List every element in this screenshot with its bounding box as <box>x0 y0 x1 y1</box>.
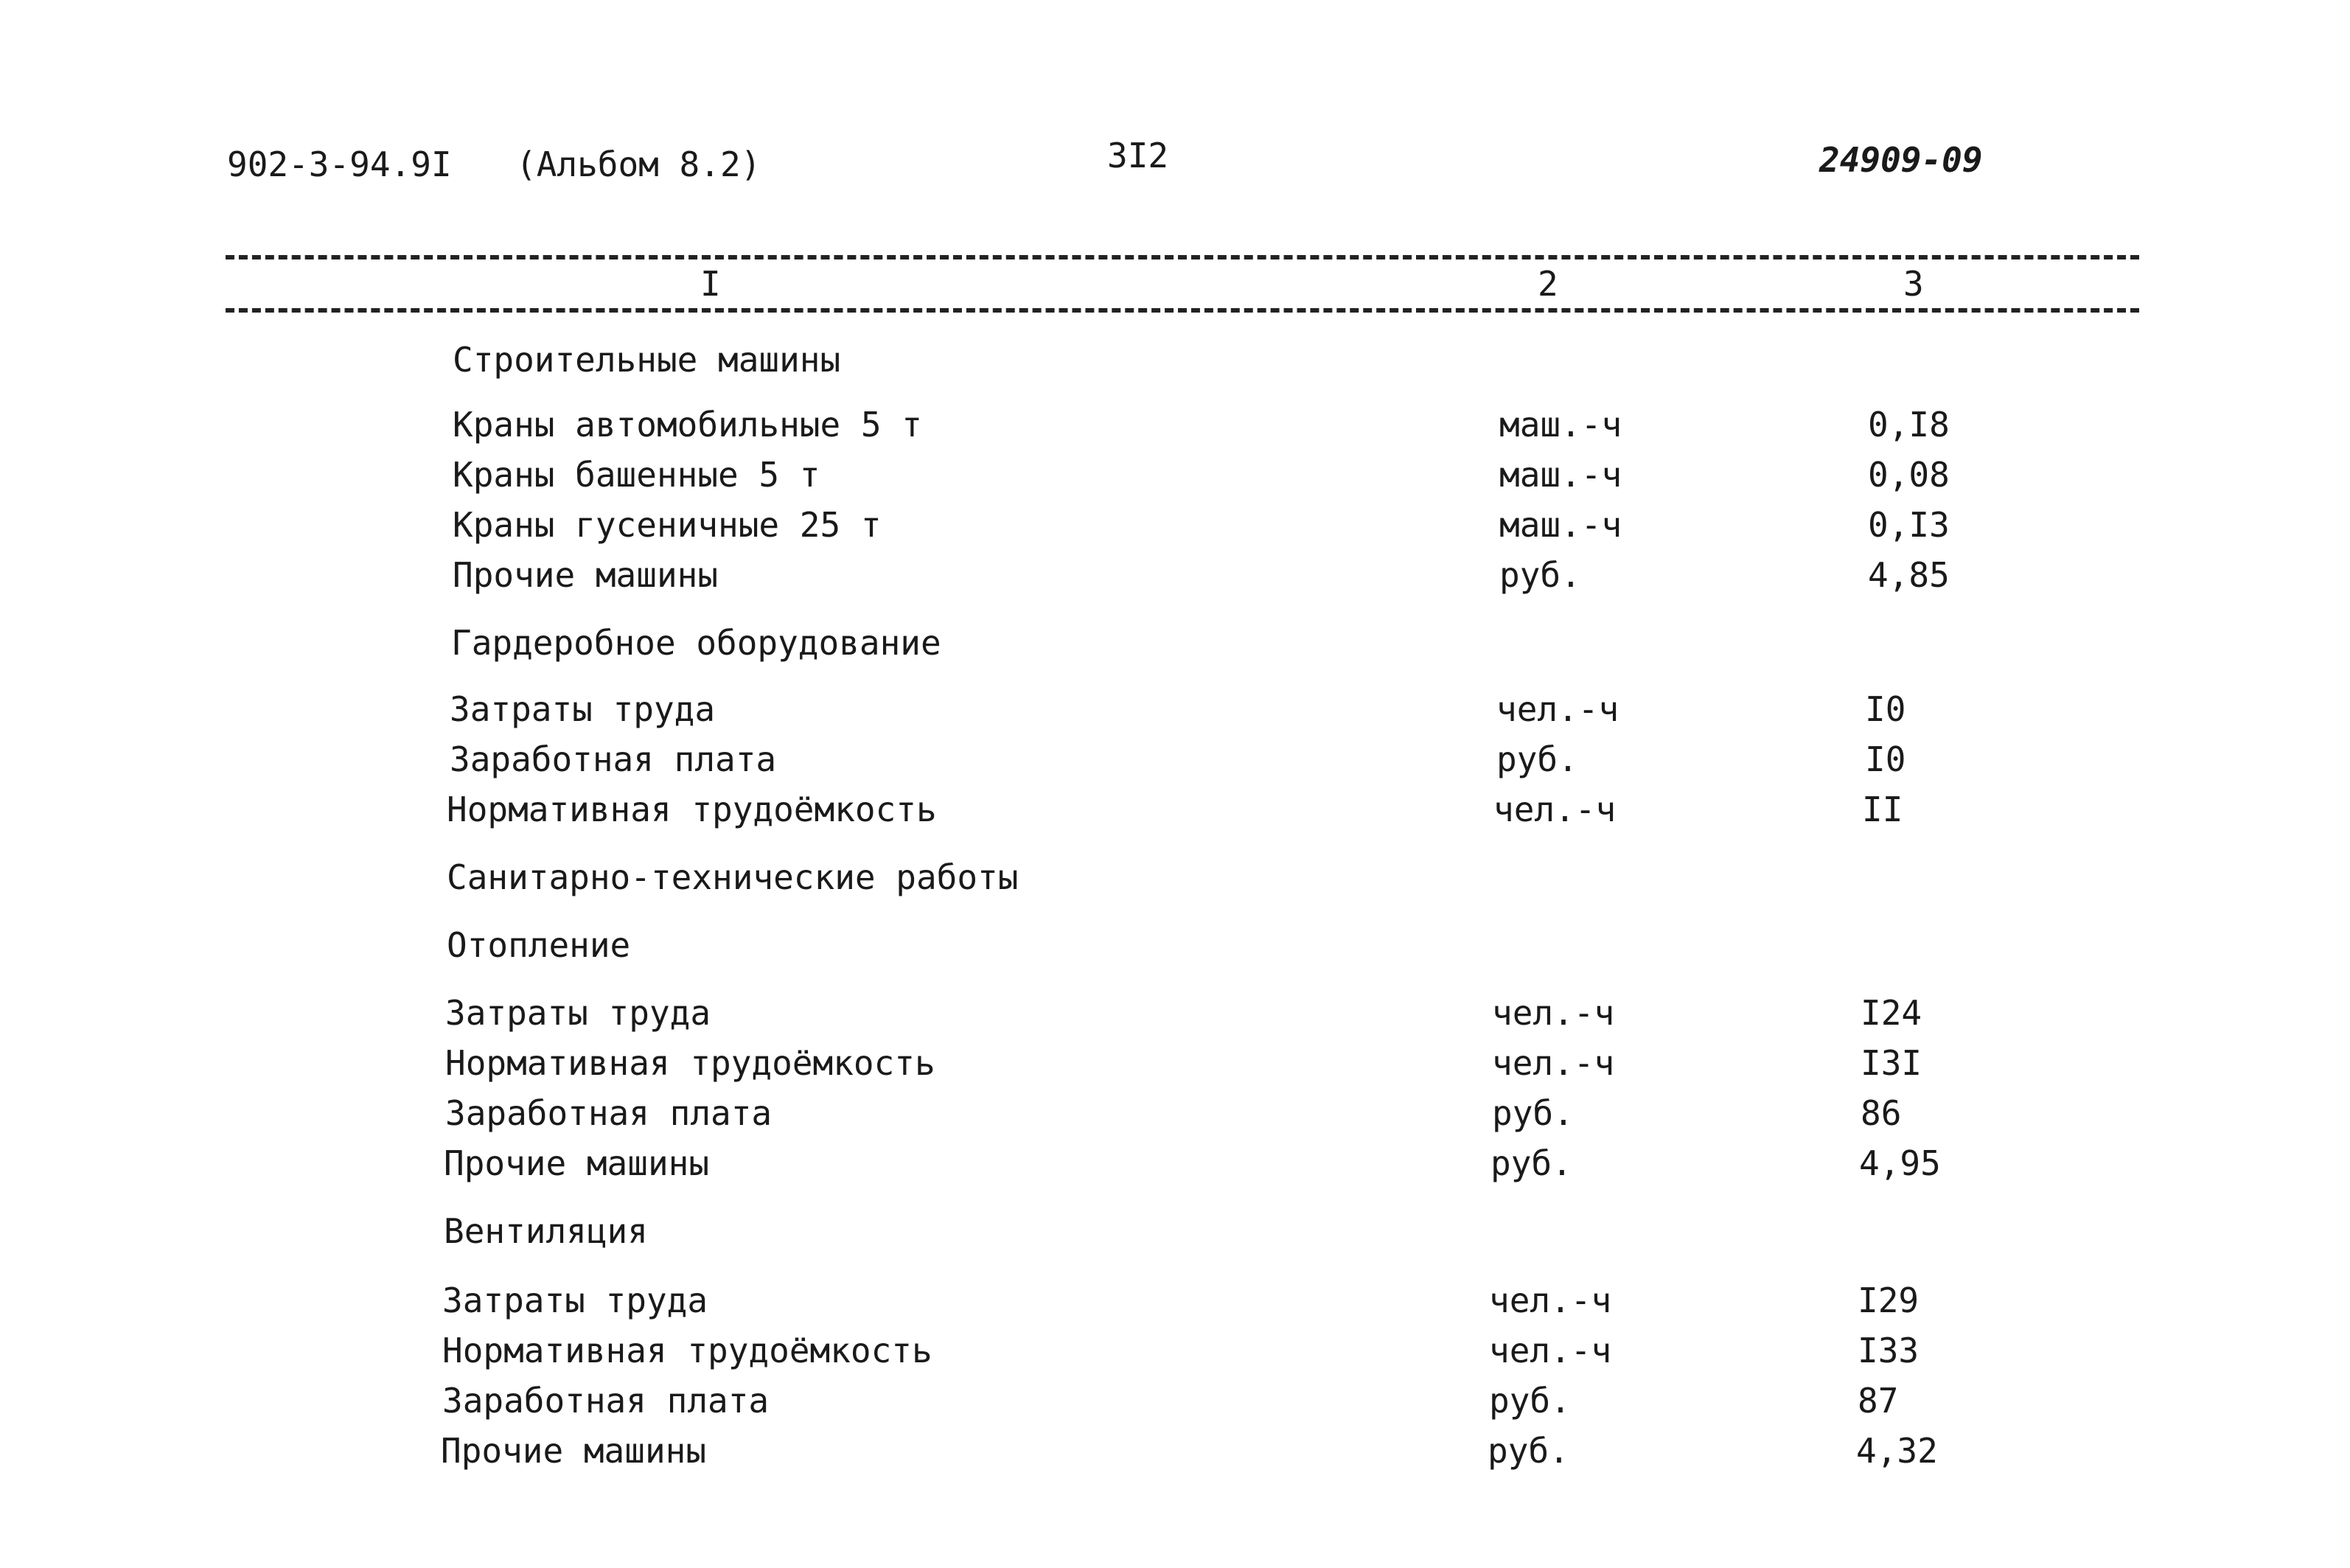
row-value: I0 <box>1865 689 1906 729</box>
document-number: 24909-09 <box>1819 140 1983 180</box>
row-value: I0 <box>1865 739 1906 779</box>
page-number: 3I2 <box>1107 136 1169 175</box>
row-name: Нормативная трудоёмкость <box>442 1331 932 1370</box>
row-value: I24 <box>1861 993 1922 1033</box>
row-value: 0,08 <box>1868 455 1950 495</box>
row-unit: маш.-ч <box>1499 505 1622 545</box>
row-unit: маш.-ч <box>1499 405 1622 445</box>
row-unit: руб. <box>1488 1431 1569 1471</box>
row-unit: руб. <box>1496 739 1578 779</box>
row-name: Затраты труда <box>450 689 716 729</box>
row-value: 87 <box>1858 1381 1899 1421</box>
table-header-bottom-rule <box>226 308 2139 313</box>
row-value: 4,95 <box>1859 1143 1941 1183</box>
row-unit: чел.-ч <box>1496 689 1619 729</box>
row-name: Нормативная трудоёмкость <box>445 1043 935 1083</box>
row-name: Краны гусеничные 25 т <box>453 505 882 545</box>
row-name: Строительные машины <box>453 340 841 380</box>
row-name: Гардеробное оборудование <box>451 623 941 663</box>
row-unit: чел.-ч <box>1493 790 1617 829</box>
row-value: I29 <box>1858 1280 1920 1320</box>
column-number-2: 2 <box>1533 264 1563 304</box>
row-value: 86 <box>1861 1093 1902 1133</box>
row-value: I3I <box>1861 1043 1922 1083</box>
row-name: Затраты труда <box>442 1280 708 1320</box>
row-value: 4,85 <box>1868 555 1950 595</box>
row-unit: чел.-ч <box>1489 1280 1612 1320</box>
row-name: Краны башенные 5 т <box>453 455 820 495</box>
row-value: II <box>1862 790 1903 829</box>
row-name: Нормативная трудоёмкость <box>447 790 937 829</box>
row-unit: руб. <box>1489 1381 1571 1421</box>
row-name: Отопление <box>447 925 631 965</box>
row-unit: маш.-ч <box>1499 455 1622 495</box>
row-unit: чел.-ч <box>1492 1043 1615 1083</box>
row-name: Санитарно-технические работы <box>447 857 1019 897</box>
row-value: 0,I3 <box>1868 505 1950 545</box>
row-unit: руб. <box>1490 1143 1572 1183</box>
row-name: Прочие машины <box>453 555 719 595</box>
row-name: Прочие машины <box>441 1431 707 1471</box>
row-value: I33 <box>1858 1331 1920 1370</box>
row-name: Заработная плата <box>450 739 777 779</box>
album-label: (Альбом 8.2) <box>516 144 761 184</box>
column-number-1: I <box>696 264 725 304</box>
row-name: Прочие машины <box>444 1143 710 1183</box>
row-unit: руб. <box>1499 555 1581 595</box>
row-name: Заработная плата <box>442 1381 770 1421</box>
row-unit: чел.-ч <box>1489 1331 1612 1370</box>
document-code: 902-3-94.9I <box>227 144 452 184</box>
row-name: Заработная плата <box>445 1093 773 1133</box>
row-name: Краны автомобильные 5 т <box>453 405 922 445</box>
row-name: Вентиляция <box>444 1211 648 1251</box>
row-value: 4,32 <box>1856 1431 1938 1471</box>
row-value: 0,I8 <box>1868 405 1950 445</box>
row-unit: руб. <box>1492 1093 1574 1133</box>
row-name: Затраты труда <box>445 993 711 1033</box>
column-number-3: 3 <box>1899 264 1928 304</box>
table-header-top-rule <box>226 255 2139 259</box>
row-unit: чел.-ч <box>1492 993 1615 1033</box>
